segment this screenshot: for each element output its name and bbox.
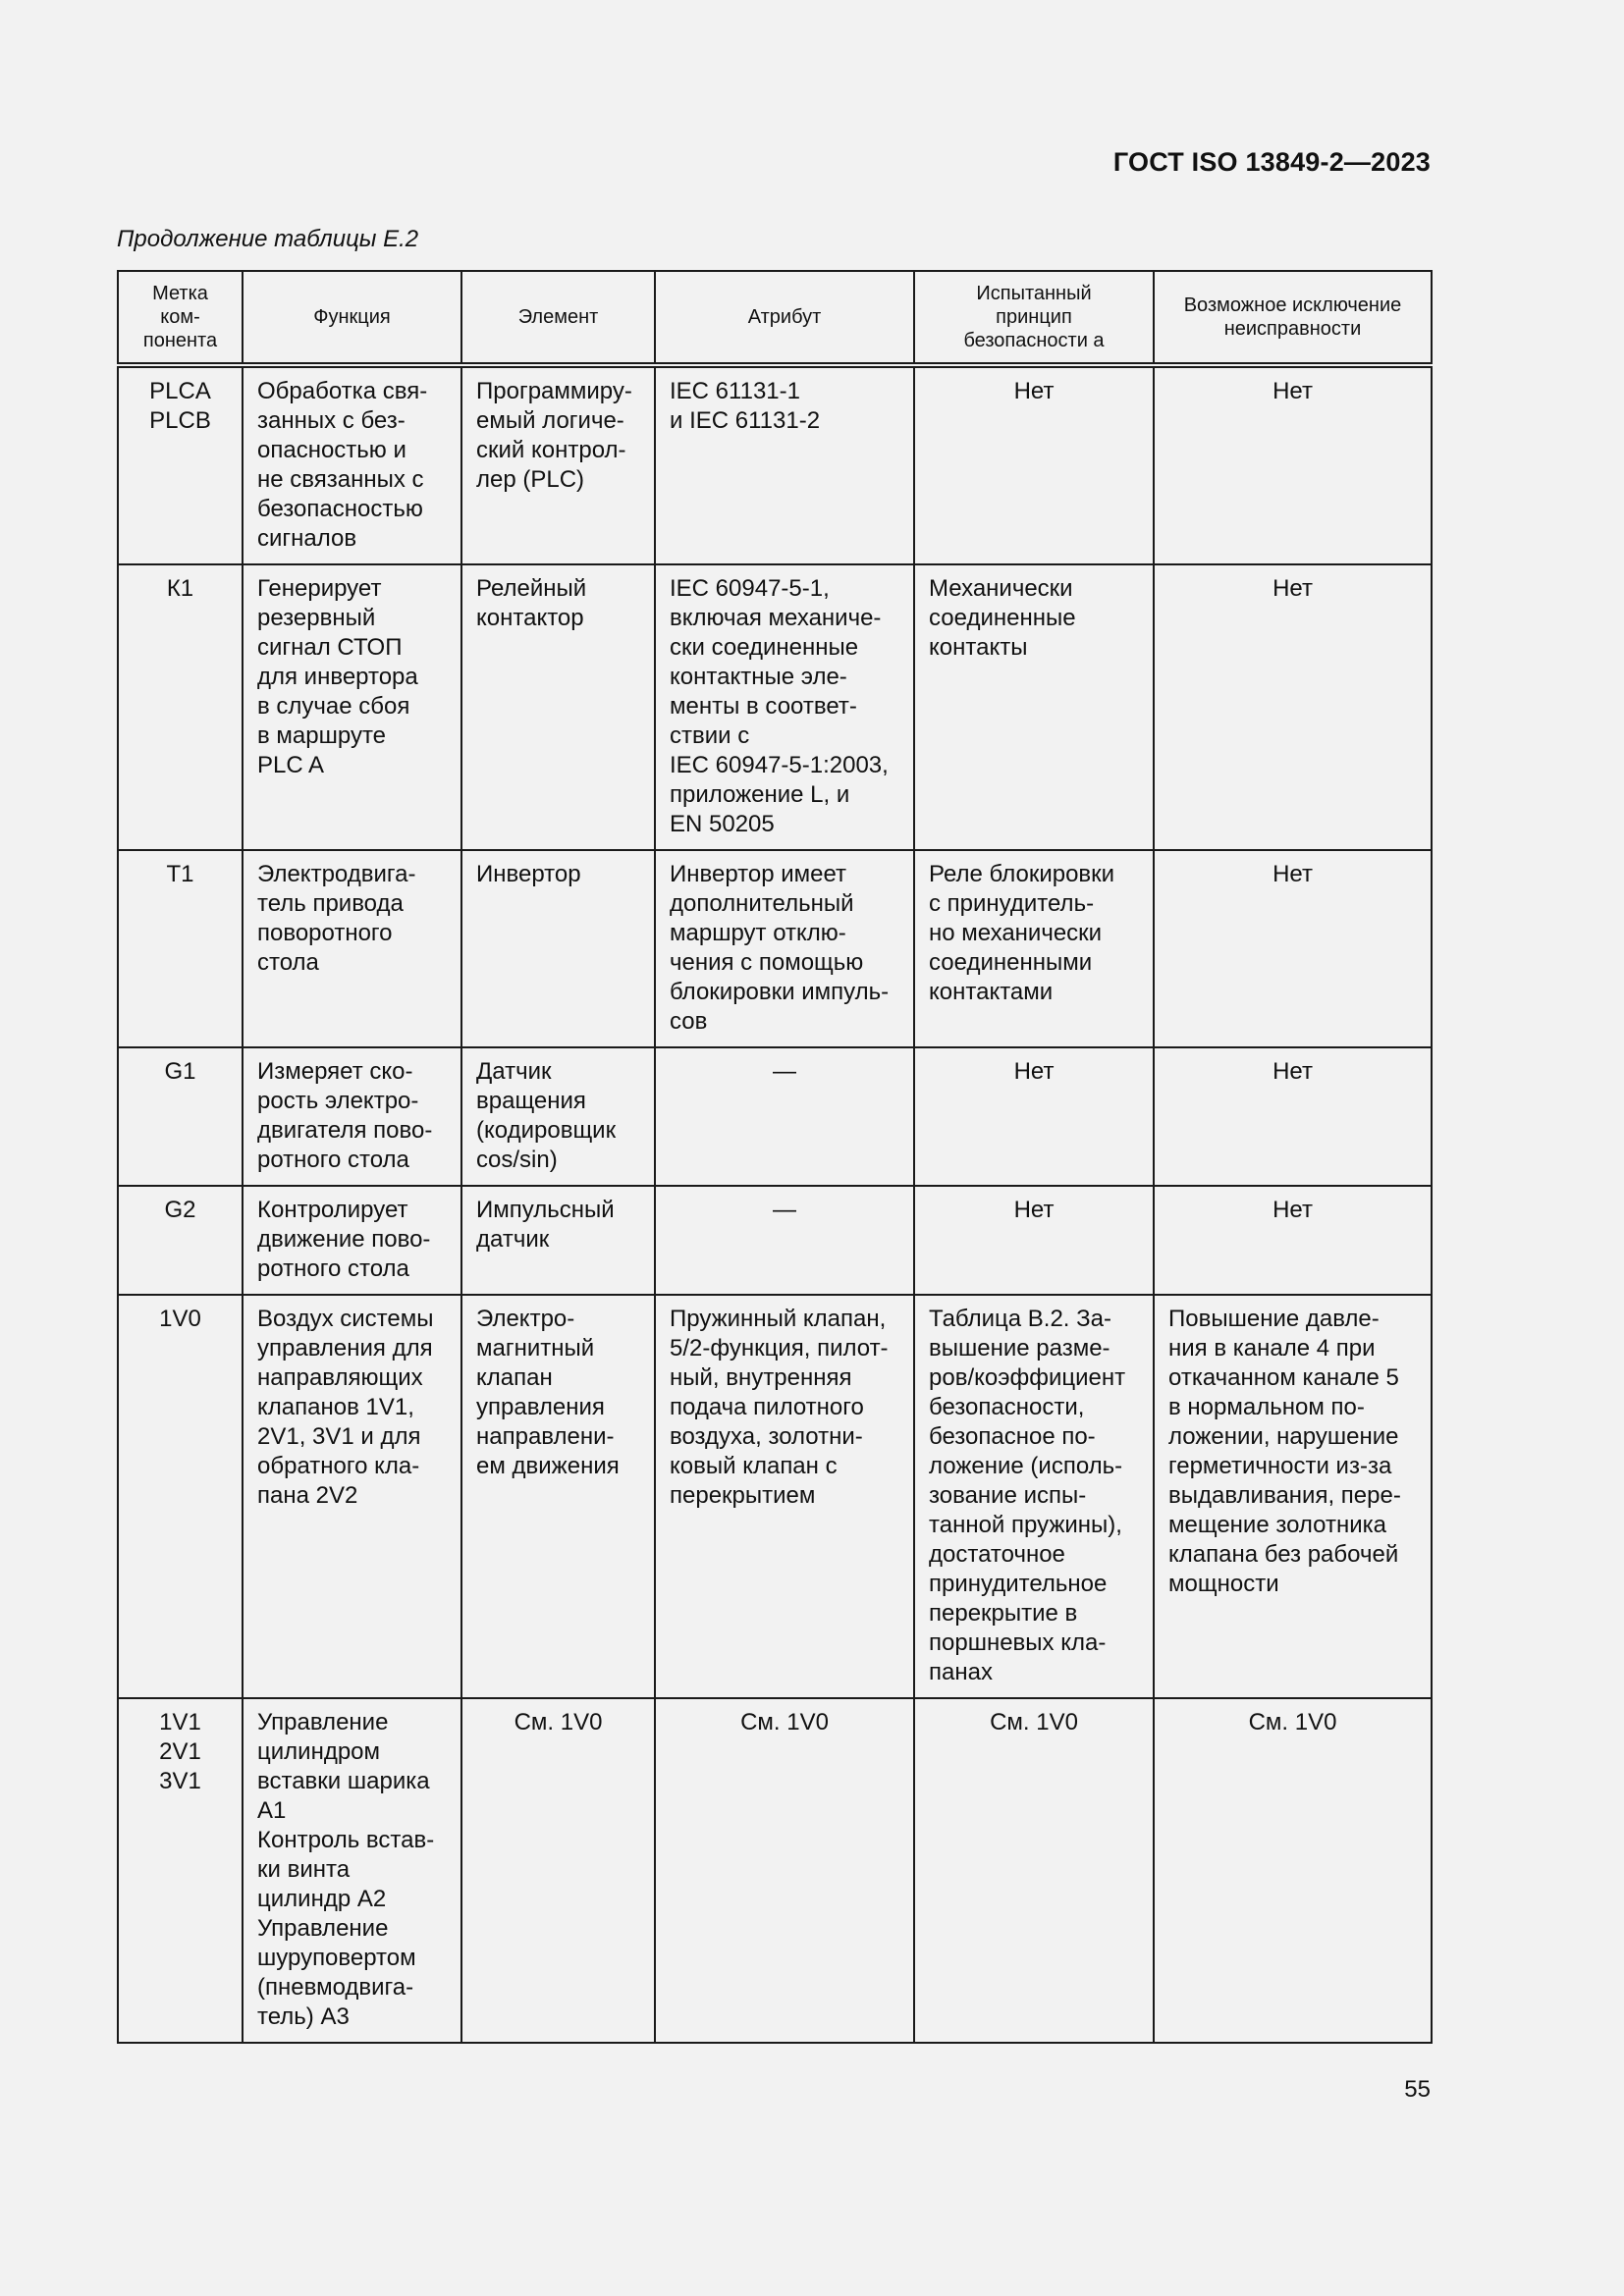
cell-element: Датчик вращения (кодировщик cos/sin) [461,1047,655,1186]
cell-attribute: IEC 61131-1 и IEC 61131-2 [655,365,914,564]
column-header-function: Функция [243,271,461,365]
cell-label: К1 [118,564,243,850]
column-header-element: Элемент [461,271,655,365]
table-row [118,850,1432,1047]
cell-attribute: — [655,1047,914,1186]
cell-attribute: IEC 60947-5-1, включая механиче- ски соединенные контактные эле- менты в соответ- ствии с IEC 60947-5-1:2003, приложение L, и EN 50205 [655,564,914,850]
cell-element: Программиру- емый логиче- ский контрол- лер (PLC) [461,365,655,564]
table-header-row [118,271,1432,365]
cell-principle: Реле блокировки с принудитель- но механически соединенными контактами [914,850,1154,1047]
cell-label: Т1 [118,850,243,1047]
column-header-attribute: Атрибут [655,271,914,365]
cell-function: Измеряет ско- рость электро- двигателя пово- ротного стола [243,1047,461,1186]
cell-attribute: Пружинный клапан, 5/2-функция, пилот- ный, внутренняя подача пилотного воздуха, золотни- ковый клапан с перекрытием [655,1295,914,1698]
column-header-principle: Испытанный принцип безопасности а [914,271,1154,365]
table-row [118,1186,1432,1295]
cell-function: Обработка свя- занных с без- опасностью и не связанных с безопасностью сигналов [243,365,461,564]
cell-element: Электро- магнитный клапан управления направлени- ем движения [461,1295,655,1698]
cell-function: Электродвига- тель привода поворотного стола [243,850,461,1047]
cell-exclusion: См. 1V0 [1154,1698,1432,2043]
cell-label: G1 [118,1047,243,1186]
table-container [117,270,1431,2044]
column-header-label: Метка ком- понента [118,271,243,365]
cell-function: Управление цилиндром вставки шарика A1 Контроль встав- ки винта цилиндр A2 Управление шуруповертом (пневмодвига- тель) A3 [243,1698,461,2043]
cell-attribute: — [655,1186,914,1295]
cell-principle: Нет [914,1047,1154,1186]
cell-label: PLCA PLCB [118,365,243,564]
column-header-exclusion: Возможное исключение неисправности [1154,271,1432,365]
cell-function: Воздух системы управления для направляющих клапанов 1V1, 2V1, 3V1 и для обратного кла- пана 2V2 [243,1295,461,1698]
cell-function: Контролирует движение пово- ротного стола [243,1186,461,1295]
cell-principle: Нет [914,1186,1154,1295]
table-row [118,1295,1432,1698]
cell-element: Релейный контактор [461,564,655,850]
cell-element: См. 1V0 [461,1698,655,2043]
cell-exclusion: Нет [1154,1047,1432,1186]
cell-label: 1V0 [118,1295,243,1698]
table-row [118,1698,1432,2043]
cell-exclusion: Повышение давле- ния в канале 4 при откачанном канале 5 в нормальном по- ложении, нарушение герметичности из-за выдавливания, пере- мещение золотника клапана без рабочей мощности [1154,1295,1432,1698]
table-row [118,365,1432,564]
cell-label: G2 [118,1186,243,1295]
page-number: 55 [1404,2076,1431,2103]
cell-label: 1V1 2V1 3V1 [118,1698,243,2043]
table-caption: Продолжение таблицы Е.2 [117,226,419,252]
cell-element: Импульсный датчик [461,1186,655,1295]
cell-exclusion: Нет [1154,850,1432,1047]
cell-attribute: Инвертор имеет дополнительный маршрут отклю- чения с помощью блокировки импуль- сов [655,850,914,1047]
cell-element: Инвертор [461,850,655,1047]
cell-exclusion: Нет [1154,365,1432,564]
table-row [118,564,1432,850]
table-row [118,1047,1432,1186]
document-code: ГОСТ ISO 13849-2—2023 [1112,147,1431,177]
cell-principle: См. 1V0 [914,1698,1154,2043]
cell-principle: Нет [914,365,1154,564]
cell-attribute: См. 1V0 [655,1698,914,2043]
cell-function: Генерирует резервный сигнал СТОП для инвертора в случае сбоя в маршруте PLC A [243,564,461,850]
cell-exclusion: Нет [1154,1186,1432,1295]
cell-exclusion: Нет [1154,564,1432,850]
component-table [117,270,1433,2044]
cell-principle: Механически соединенные контакты [914,564,1154,850]
cell-principle: Таблица В.2. За- вышение разме- ров/коэффициент безопасности, безопасное по- ложение (исполь- зование испы- танной пружины), достаточное принудительное перекрытие в поршневых кла- панах [914,1295,1154,1698]
